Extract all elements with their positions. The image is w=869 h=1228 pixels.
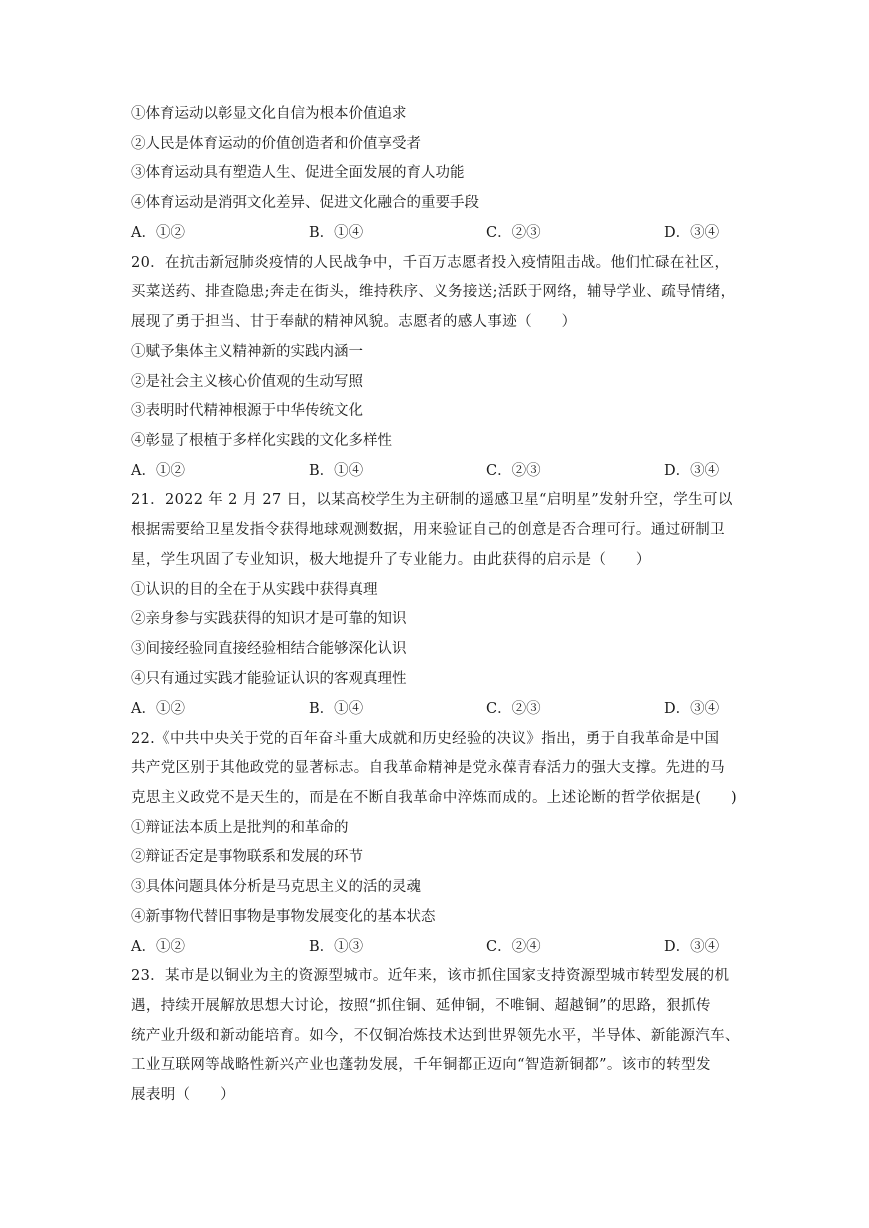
q20-options [131,461,771,481]
q19-option-b: B．①④ [309,225,364,241]
q19-option-a: A．①② [131,225,185,241]
q23-stem-line-5: 展表明（ ） [131,1087,235,1103]
q23-stem-line-3: 统产业升级和新动能培育。如今，不仅铜冶炼技术达到世界领先水平，半导体、新能源汽车、 [131,1028,740,1044]
q20-statement-4: ④彰显了根植于多样化实践的文化多样性 [131,433,392,449]
q19-statement-2: ②人民是体育运动的价值创造者和价值享受者 [131,136,421,152]
q21-options [131,699,771,719]
q23-stem-line-1: 23．某市是以铜业为主的资源型城市。近年来，该市抓住国家支持资源型城市转型发展的机 [131,968,730,984]
q21-option-d: D．③④ [664,701,720,717]
q23-stem-line-2: 遇，持续开展解放思想大讨论，按照“抓住铜、延伸铜，不唯铜、超越铜”的思路，狠抓传 [131,998,711,1014]
q20-stem-line-2: 买菜送药、排查隐患;奔走在街头，维持秩序、义务接送;活跃于网络，辅导学业、疏导情绪， [131,284,736,300]
q19-option-d: D．③④ [664,225,720,241]
q20-statement-2: ②是社会主义核心价值观的生动写照 [131,374,363,390]
q19-option-c: C．②③ [486,225,541,241]
q20-option-c: C．②③ [486,463,541,479]
q20-statement-3: ③表明时代精神根源于中华传统文化 [131,403,363,419]
q22-statement-4: ④新事物代替旧事物是事物发展变化的基本状态 [131,909,436,925]
q22-options [131,937,771,957]
q21-stem-line-3: 星，学生巩固了专业知识，极大地提升了专业能力。由此获得的启示是（ ） [131,552,651,568]
q21-statement-1: ①认识的目的全在于从实践中获得真理 [131,582,378,598]
q21-statement-2: ②亲身参与实践获得的知识才是可靠的知识 [131,611,407,627]
q21-option-c: C．②③ [486,701,541,717]
q20-stem-line-3: 展现了勇于担当、甘于奉献的精神风貌。志愿者的感人事迹（ ） [131,314,577,330]
q19-options [131,223,771,243]
q20-option-b: B．①④ [309,463,364,479]
q22-stem-line-3: 克思主义政党不是天生的，而是在不断自我革命中淬炼而成的。上述论断的哲学依据是( ) [131,790,738,806]
q20-option-a: A．①② [131,463,185,479]
q21-option-b: B．①④ [309,701,364,717]
q22-option-a: A．①② [131,939,185,955]
q21-stem-line-1: 21．2022 年 2 月 27 日，以某高校学生为主研制的遥感卫星“启明星”发射升空，学生可以 [131,492,733,508]
q23-stem-line-4: 工业互联网等战略性新兴产业也蓬勃发展，千年铜都正迈向“智造新铜都”。该市的转型发 [131,1057,711,1073]
q20-statement-1: ①赋予集体主义精神新的实践内涵一 [131,344,363,360]
q21-statement-3: ③间接经验同直接经验相结合能够深化认识 [131,641,407,657]
q19-statement-3: ③体育运动具有塑造人生、促进全面发展的育人功能 [131,165,465,181]
q19-statement-4: ④体育运动是消弭文化差异、促进文化融合的重要手段 [131,195,479,211]
q22-stem-line-1: 22.《中共中央关于党的百年奋斗重大成就和历史经验的决议》指出，勇于自我革命是中国 [131,731,720,747]
q19-statement-1: ①体育运动以彰显文化自信为根本价值追求 [131,106,407,122]
q22-option-c: C．②④ [486,939,541,955]
q22-option-b: B．①③ [309,939,364,955]
q21-option-a: A．①② [131,701,185,717]
q22-statement-2: ②辩证否定是事物联系和发展的环节 [131,849,363,865]
q21-stem-line-2: 根据需要给卫星发指令获得地球观测数据，用来验证自己的创意是否合理可行。通过研制卫 [131,522,725,538]
q22-stem-line-2: 共产党区别于其他政党的显著标志。自我革命精神是党永葆青春活力的强大支撑。先进的马 [131,760,725,776]
q20-option-d: D．③④ [664,463,720,479]
q20-stem-line-1: 20．在抗击新冠肺炎疫情的人民战争中，千百万志愿者投入疫情阻击战。他们忙碌在社区， [131,255,730,271]
q21-statement-4: ④只有通过实践才能验证认识的客观真理性 [131,671,407,687]
q22-option-d: D．③④ [664,939,720,955]
q22-statement-1: ①辩证法本质上是批判的和革命的 [131,820,349,836]
q22-statement-3: ③具体问题具体分析是马克思主义的活的灵魂 [131,879,421,895]
